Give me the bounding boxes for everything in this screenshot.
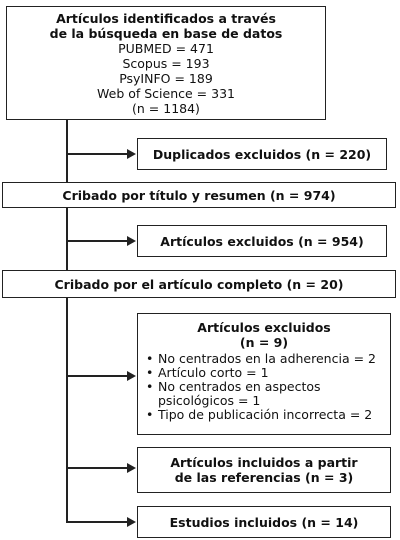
exclusion-reasons-list (144, 352, 384, 422)
exclusion-reason: • No centrados en aspectos psicológicos = 1 (144, 380, 384, 408)
exclusion-reason: • No centrados en la adherencia = 2 (144, 352, 384, 366)
included-box (137, 506, 391, 538)
connector-branch-5 (66, 521, 128, 523)
references-box (137, 447, 391, 493)
source-psyinfo: PsyINFO = 189 (119, 70, 213, 86)
excluded-screening-label: Artículos excluidos (n = 954) (160, 233, 364, 249)
identification-title-line2: de la búsqueda en base de datos (49, 25, 283, 41)
excluded-fulltext-box (137, 313, 391, 435)
duplicates-label: Duplicados excluidos (n = 220) (152, 146, 372, 162)
fulltext-box (2, 270, 396, 298)
source-pubmed: PUBMED = 471 (118, 40, 214, 56)
arrowhead-4 (127, 463, 136, 473)
identification-total: (n = 1184) (132, 100, 200, 116)
excluded-screening-box (137, 225, 387, 257)
screening-box (2, 182, 396, 208)
connector-branch-2 (66, 240, 128, 242)
fulltext-label: Cribado por el artículo completo (n = 20) (54, 276, 344, 292)
included-label: Estudios incluidos (n = 14) (169, 514, 359, 530)
exclusion-reason: • Tipo de publicación incorrecta = 2 (144, 408, 384, 422)
arrowhead-5 (127, 517, 136, 527)
excluded-fulltext-count: (n = 9) (239, 335, 289, 350)
screening-label: Cribado por título y resumen (n = 974) (62, 187, 336, 203)
exclusion-reason: • Artículo corto = 1 (144, 366, 384, 380)
connector-branch-4 (66, 467, 128, 469)
source-scopus: Scopus = 193 (122, 55, 210, 71)
source-wos: Web of Science = 331 (97, 85, 235, 101)
arrowhead-3 (127, 371, 136, 381)
duplicates-box (137, 138, 387, 170)
references-line2: de las referencias (n = 3) (174, 470, 354, 485)
connector-vertical-1 (66, 120, 68, 182)
identification-title-line1: Artículos identificados a través (56, 10, 276, 26)
references-line1: Artículos incluidos a partir (170, 455, 358, 470)
connector-branch-1 (66, 153, 128, 155)
identification-box (6, 6, 326, 120)
connector-branch-3 (66, 375, 128, 377)
connector-vertical-2 (66, 208, 68, 270)
excluded-fulltext-title: Artículos excluidos (197, 320, 331, 335)
arrowhead-1 (127, 149, 136, 159)
connector-vertical-3 (66, 298, 68, 522)
arrowhead-2 (127, 236, 136, 246)
